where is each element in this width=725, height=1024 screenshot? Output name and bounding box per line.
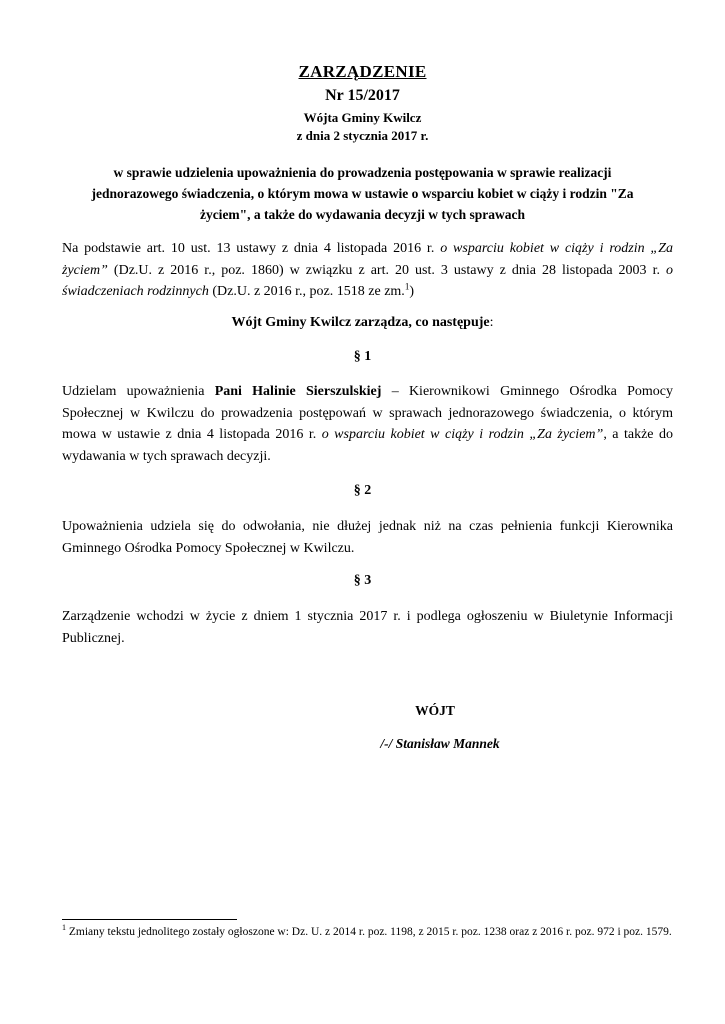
section-2-heading: § 2 <box>353 483 372 498</box>
legal-basis-text-2: (Dz.U. z 2016 r., poz. 1860) w związku z art. 20 ust. 3 ustawy z dnia 28 listopada 2003 r. <box>107 262 666 278</box>
decree-intro <box>0 315 725 331</box>
legal-basis-act-title-2: o świadczeniach rodzinnych <box>62 262 673 299</box>
decree-intro-colon: : <box>489 315 494 330</box>
section-3-paragraph: Zarządzenie wchodzi w życie z dniem 1 stycznia 2017 r. i podlega ogłoszeniu w Biuletynie Informacji Publicznej. <box>62 609 673 646</box>
section-3-heading: § 3 <box>353 573 372 588</box>
section-1-heading: § 1 <box>353 349 372 364</box>
footnote-text: Zmiany tekstu jednolitego zostały ogłoszone w: Dz. U. z 2014 r. poz. 1198, z 2015 r. poz. 1238 oraz z 2016 r. poz. 972 i poz. 1579. <box>66 926 672 938</box>
document-date: z dnia 2 stycznia 2017 r. <box>296 128 429 143</box>
legal-basis-text-3: (Dz.U. z 2016 r., poz. 1518 ze zm. <box>208 284 405 299</box>
signatory-name: /-/ Stanisław Mannek <box>380 736 500 751</box>
subject-line-1: w sprawie udzielenia upoważnienia do prowadzenia postępowania w sprawie realizacji <box>113 165 612 180</box>
issuing-authority: Wójta Gminy Kwilcz <box>303 110 422 125</box>
footnote-separator <box>62 919 237 920</box>
subject-line-2: jednorazowego świadczenia, o którym mowa w ustawie o wsparciu kobiet w ciąży i rodzin "Za <box>91 186 634 201</box>
legal-basis-act-title-1: o wsparciu kobiet w ciąży i rodzin „Za życiem” <box>62 241 674 278</box>
section-1-act-title: o wsparciu kobiet w ciąży i rodzin „Za życiem” <box>321 427 604 442</box>
document-title: ZARZĄDZENIE <box>298 62 427 81</box>
decree-intro-text: Wójt Gminy Kwilcz zarządza, co następuje <box>231 315 490 330</box>
footnote-marker: 1 <box>62 923 66 933</box>
footnote-reference: 1 <box>404 281 410 292</box>
section-1-text-1: Udzielam upoważnienia <box>62 384 215 399</box>
footnote <box>62 924 673 941</box>
section-1-paragraph <box>62 381 673 467</box>
authorized-person: Pani Halinie Sierszulskiej <box>214 384 382 399</box>
section-1-text-2: – Kierownikowi Gminnego Ośrodka Pomocy Społecznej w Kwilczu do prowadzenia postępowań w sprawach jednorazowego świadczenia, o którym mowa w ustawie z dnia 4 listopada 2016 r. <box>62 384 674 442</box>
subject-line-3: życiem", a także do wydawania decyzji w tych sprawach <box>199 207 526 222</box>
signatory-role: WÓJT <box>415 703 455 718</box>
section-1-text-3: , a także do wydawania w tych sprawach decyzji. <box>62 427 674 464</box>
legal-basis-text-1: Na podstawie art. 10 ust. 13 ustawy z dnia 4 listopada 2016 r. <box>62 241 441 256</box>
section-2-paragraph: Upoważnienia udziela się do odwołania, nie dłużej jednak niż na czas pełnienia funkcji Kierownika Gminnego Ośrodka Pomocy Społecznej w Kwilczu. <box>62 519 673 556</box>
document-number: Nr 15/2017 <box>325 87 400 104</box>
legal-basis-paragraph <box>62 238 673 303</box>
legal-basis-text-4: ) <box>409 284 414 299</box>
document-subject <box>60 162 665 225</box>
